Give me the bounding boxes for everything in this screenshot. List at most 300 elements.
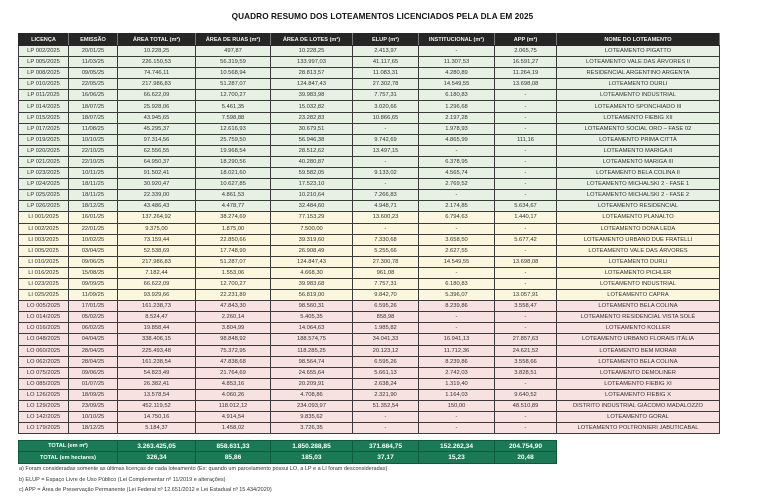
cell-total-area: 93.929,66: [118, 290, 196, 301]
cell-street-area: 4.478,77: [196, 201, 271, 212]
cell-institutional: 2.174,85: [419, 201, 495, 212]
cell-elup: -: [353, 223, 419, 234]
cell-institutional: 2.197,28: [419, 112, 495, 123]
cell-lot-area: 39.983,98: [271, 90, 353, 101]
cell-development-name: LOTEAMENTO MICHALSKI 2 - FASE 1: [557, 179, 720, 190]
cell-development-name: LOTEAMENTO FIEBIG XII: [557, 112, 720, 123]
cell-app: 13.698,08: [495, 79, 557, 90]
cell-institutional: -: [419, 323, 495, 334]
cell-institutional: 2.769,52: [419, 179, 495, 190]
cell-app: -: [495, 267, 557, 278]
cell-lot-area: 5.405,35: [271, 312, 353, 323]
cell-issue-date: 18/07/25: [69, 112, 118, 123]
cell-lot-area: 15.032,82: [271, 101, 353, 112]
table-row: [19, 68, 720, 79]
cell-total-area: 26.382,41: [118, 378, 196, 389]
cell-institutional: 1.164,03: [419, 389, 495, 400]
total-elup: 37,17: [353, 452, 419, 463]
cell-license: LP 026/2025: [19, 201, 69, 212]
cell-issue-date: 18/11/25: [69, 190, 118, 201]
total-total-area: 3.263.425,05: [118, 441, 196, 452]
cell-app: 13.698,08: [495, 256, 557, 267]
totals-table: [18, 440, 557, 464]
cell-institutional: 1.978,93: [419, 123, 495, 134]
cell-street-area: 22.231,89: [196, 290, 271, 301]
licenses-table: [18, 33, 720, 434]
table-row: [19, 90, 720, 101]
cell-development-name: LOTEAMENTO DEMOLINER: [557, 367, 720, 378]
cell-lot-area: 26.908,49: [271, 245, 353, 256]
cell-street-area: 1.553,06: [196, 267, 271, 278]
table-row: [19, 201, 720, 212]
cell-street-area: 25.759,50: [196, 134, 271, 145]
cell-street-area: 1.875,00: [196, 223, 271, 234]
cell-elup: 7.330,68: [353, 234, 419, 245]
cell-elup: -: [353, 412, 419, 423]
cell-total-area: 43.486,43: [118, 201, 196, 212]
cell-license: LP 020/2025: [19, 145, 69, 156]
table-row: [19, 278, 720, 289]
cell-issue-date: 16/06/25: [69, 90, 118, 101]
cell-license: LP 008/2025: [19, 68, 69, 79]
total-institutional: 15,23: [419, 452, 495, 463]
cell-street-area: 12.700,27: [196, 90, 271, 101]
cell-total-area: 7.182,44: [118, 267, 196, 278]
total-institutional: 152.262,34: [419, 441, 495, 452]
cell-app: 3.828,51: [495, 367, 557, 378]
cell-elup: 9.133,02: [353, 168, 419, 179]
cell-development-name: LOTEAMENTO PIGATTO: [557, 46, 720, 57]
cell-development-name: LOTEAMENTO SOCIAL ORO – FASE 02: [557, 123, 720, 134]
cell-lot-area: 28.813,57: [271, 68, 353, 79]
cell-lot-area: 10.210,64: [271, 190, 353, 201]
cell-elup: 7.757,31: [353, 90, 419, 101]
cell-street-area: 51.287,07: [196, 256, 271, 267]
cell-development-name: LOTEAMENTO RESIDENCIAL VISTA SOLÉ: [557, 312, 720, 323]
cell-development-name: LOTEAMENTO GORAL: [557, 412, 720, 423]
cell-license: LO 005/2025: [19, 301, 69, 312]
cell-total-area: 74.746,11: [118, 68, 196, 79]
cell-issue-date: 16/01/25: [69, 212, 118, 223]
cell-issue-date: 10/02/25: [69, 234, 118, 245]
col-header-license: LICENÇA: [19, 34, 69, 46]
cell-elup: 27.300,78: [353, 256, 419, 267]
cell-app: -: [495, 123, 557, 134]
cell-issue-date: 11/03/25: [69, 57, 118, 68]
table-row: [19, 190, 720, 201]
cell-lot-area: 23.282,83: [271, 112, 353, 123]
cell-issue-date: 11/09/25: [69, 290, 118, 301]
cell-issue-date: 22/05/25: [69, 79, 118, 90]
cell-lot-area: 7.500,00: [271, 223, 353, 234]
cell-license: LI 001/2025: [19, 212, 69, 223]
cell-issue-date: 22/10/25: [69, 145, 118, 156]
cell-issue-date: 10/10/25: [69, 134, 118, 145]
cell-license: LO 048/2025: [19, 334, 69, 345]
table-row: [19, 57, 720, 68]
cell-issue-date: 28/04/25: [69, 356, 118, 367]
cell-app: 24.621,52: [495, 345, 557, 356]
table-row: [19, 168, 720, 179]
table-row: [19, 389, 720, 400]
cell-street-area: 10.627,85: [196, 179, 271, 190]
cell-street-area: 75.372,95: [196, 345, 271, 356]
cell-development-name: LOTEAMENTO DURLI: [557, 79, 720, 90]
footnotes: [19, 464, 387, 496]
cell-app: -: [495, 168, 557, 179]
cell-elup: 9.742,69: [353, 134, 419, 145]
cell-institutional: -: [419, 312, 495, 323]
cell-institutional: 1.296,68: [419, 101, 495, 112]
cell-development-name: LOTEAMENTO VALE DAS ÁRVORES II: [557, 57, 720, 68]
cell-elup: 7.266,83: [353, 190, 419, 201]
cell-development-name: LOTEAMENTO VALE DAS ÁRVORES: [557, 245, 720, 256]
cell-lot-area: 24.655,64: [271, 367, 353, 378]
cell-app: -: [495, 312, 557, 323]
cell-app: -: [495, 423, 557, 434]
cell-elup: 5.661,13: [353, 367, 419, 378]
cell-license: LI 010/2025: [19, 256, 69, 267]
cell-license: LI 005/2025: [19, 245, 69, 256]
cell-app: -: [495, 179, 557, 190]
cell-development-name: LOTEAMENTO URBANO DUE FRATELLI: [557, 234, 720, 245]
cell-lot-area: 39.983,68: [271, 278, 353, 289]
cell-total-area: 226.150,53: [118, 57, 196, 68]
cell-license: LI 003/2025: [19, 234, 69, 245]
cell-street-area: 5.461,35: [196, 101, 271, 112]
table-row: [19, 112, 720, 123]
cell-elup: 3.020,66: [353, 101, 419, 112]
cell-license: LP 002/2025: [19, 46, 69, 57]
cell-total-area: 9.375,00: [118, 223, 196, 234]
cell-elup: 6.595,26: [353, 301, 419, 312]
cell-total-area: 13.578,54: [118, 389, 196, 400]
cell-license: LI 023/2025: [19, 278, 69, 289]
cell-issue-date: 18/09/25: [69, 389, 118, 400]
cell-institutional: 11.712,36: [419, 345, 495, 356]
cell-street-area: 38.274,69: [196, 212, 271, 223]
cell-lot-area: 4.708,86: [271, 389, 353, 400]
cell-app: -: [495, 223, 557, 234]
cell-institutional: -: [419, 190, 495, 201]
footnote-c: c) APP = Área de Preservação Permanente (Lei Federal nº 12.651/2012 e Lei Estadual nº 15.434/2020): [19, 487, 272, 494]
cell-total-area: 66.622,09: [118, 90, 196, 101]
total-lot-area: 185,03: [271, 452, 353, 463]
cell-street-area: 1.458,02: [196, 423, 271, 434]
cell-app: -: [495, 101, 557, 112]
cell-app: 3.558,47: [495, 301, 557, 312]
table-row: [19, 145, 720, 156]
cell-issue-date: 22/01/25: [69, 223, 118, 234]
cell-elup: 9.842,70: [353, 290, 419, 301]
cell-elup: -: [353, 156, 419, 167]
table-row: [19, 323, 720, 334]
cell-development-name: LOTEAMENTO MARIGA II: [557, 145, 720, 156]
cell-app: 1.440,17: [495, 212, 557, 223]
cell-lot-area: 39.319,60: [271, 234, 353, 245]
cell-institutional: -: [419, 145, 495, 156]
cell-institutional: -: [419, 423, 495, 434]
cell-street-area: 4.060,26: [196, 389, 271, 400]
cell-license: LP 014/2025: [19, 101, 69, 112]
cell-issue-date: 09/09/25: [69, 278, 118, 289]
cell-issue-date: 18/12/25: [69, 201, 118, 212]
cell-lot-area: 17.523,10: [271, 179, 353, 190]
cell-elup: 2.413,97: [353, 46, 419, 57]
cell-street-area: 2.260,14: [196, 312, 271, 323]
cell-street-area: 118.012,12: [196, 401, 271, 412]
cell-development-name: LOTEAMENTO KOLLER: [557, 323, 720, 334]
total-app: 204.754,90: [495, 441, 557, 452]
col-header-app: APP (m²): [495, 34, 557, 46]
col-header-issue-date: EMISSÃO: [69, 34, 118, 46]
cell-lot-area: 9.835,62: [271, 412, 353, 423]
table-row: [19, 267, 720, 278]
table-row: [19, 179, 720, 190]
cell-license: LP 011/2025: [19, 90, 69, 101]
cell-development-name: LOTEAMENTO BELA COLINA II: [557, 168, 720, 179]
cell-license: LP 021/2025: [19, 156, 69, 167]
cell-development-name: LOTEAMENTO PRIMA CITTÀ: [557, 134, 720, 145]
cell-license: LO 062/2025: [19, 356, 69, 367]
cell-street-area: 18.290,56: [196, 156, 271, 167]
cell-issue-date: 10/10/25: [69, 412, 118, 423]
cell-license: LO 016/2025: [19, 323, 69, 334]
cell-license: LO 126/2025: [19, 389, 69, 400]
cell-total-area: 217.986,83: [118, 256, 196, 267]
cell-development-name: LOTEAMENTO URBANO FLORAIS ITÁLIA: [557, 334, 720, 345]
cell-institutional: 16.941,13: [419, 334, 495, 345]
cell-app: 16.591,27: [495, 57, 557, 68]
cell-institutional: 4.280,89: [419, 68, 495, 79]
cell-license: LP 017/2025: [19, 123, 69, 134]
cell-app: -: [495, 378, 557, 389]
table-row: [19, 334, 720, 345]
cell-institutional: 14.549,55: [419, 79, 495, 90]
cell-development-name: LOTEAMENTO FIEBIG XI: [557, 378, 720, 389]
totals-row: [19, 452, 557, 463]
cell-total-area: 22.339,00: [118, 190, 196, 201]
cell-issue-date: 03/04/25: [69, 245, 118, 256]
cell-elup: 5.255,66: [353, 245, 419, 256]
cell-total-area: 73.159,44: [118, 234, 196, 245]
cell-app: -: [495, 323, 557, 334]
cell-total-area: 62.556,55: [118, 145, 196, 156]
page-title: QUADRO RESUMO DOS LOTEAMENTOS LICENCIADOS PELA DLA EM 2025: [231, 12, 534, 21]
cell-elup: 961,08: [353, 267, 419, 278]
table-row: [19, 301, 720, 312]
cell-total-area: 14.750,16: [118, 412, 196, 423]
cell-institutional: 8.239,86: [419, 356, 495, 367]
cell-development-name: LOTEAMENTO DONA LEDA: [557, 223, 720, 234]
cell-app: -: [495, 156, 557, 167]
cell-lot-area: 4.668,30: [271, 267, 353, 278]
cell-street-area: 22.850,66: [196, 234, 271, 245]
cell-issue-date: 18/07/25: [69, 101, 118, 112]
cell-issue-date: 09/06/25: [69, 256, 118, 267]
table-row: [19, 245, 720, 256]
cell-elup: 13.600,23: [353, 212, 419, 223]
col-header-lot-area: ÁREA DE LOTES (m²): [271, 34, 353, 46]
cell-license: LP 023/2025: [19, 168, 69, 179]
total-app: 20,48: [495, 452, 557, 463]
cell-street-area: 12.700,27: [196, 278, 271, 289]
total-total-area: 326,34: [118, 452, 196, 463]
cell-elup: 10.866,65: [353, 112, 419, 123]
cell-app: -: [495, 90, 557, 101]
table-row: [19, 101, 720, 112]
totals-row: [19, 441, 557, 452]
cell-street-area: 497,87: [196, 46, 271, 57]
col-header-development-name: NOME DO LOTEAMENTO: [557, 34, 720, 46]
cell-institutional: 2.627,55: [419, 245, 495, 256]
cell-app: 3.558,66: [495, 356, 557, 367]
cell-institutional: 6.378,95: [419, 156, 495, 167]
totals-body: [19, 441, 557, 464]
cell-development-name: LOTEAMENTO MICHALSKI 2 - FASE 2: [557, 190, 720, 201]
cell-license: LO 085/2025: [19, 378, 69, 389]
cell-issue-date: 06/02/25: [69, 323, 118, 334]
col-header-total-area: ÁREA TOTAL (m²): [118, 34, 196, 46]
table-row: [19, 46, 720, 57]
cell-lot-area: 3.726,35: [271, 423, 353, 434]
cell-elup: 13.497,15: [353, 145, 419, 156]
cell-license: LP 019/2025: [19, 134, 69, 145]
cell-elup: 41.117,65: [353, 57, 419, 68]
cell-institutional: 5.396,07: [419, 290, 495, 301]
cell-lot-area: 10.228,25: [271, 46, 353, 57]
table-row: [19, 156, 720, 167]
cell-total-area: 25.928,06: [118, 101, 196, 112]
cell-development-name: LOTEAMENTO INDUSTRIAL: [557, 278, 720, 289]
totals-label: TOTAL (em hectares): [19, 452, 118, 463]
cell-license: LP 015/2025: [19, 112, 69, 123]
cell-license: LI 025/2025: [19, 290, 69, 301]
cell-issue-date: 23/09/25: [69, 401, 118, 412]
table-row: [19, 212, 720, 223]
cell-street-area: 47.843,30: [196, 301, 271, 312]
cell-issue-date: 17/01/25: [69, 301, 118, 312]
cell-app: 111,16: [495, 134, 557, 145]
cell-license: LP 005/2025: [19, 57, 69, 68]
table-row: [19, 423, 720, 434]
cell-institutional: 6.180,83: [419, 90, 495, 101]
table-body: [19, 46, 720, 434]
col-header-institutional: INSTITUCIONAL (m²): [419, 34, 495, 46]
cell-license: LO 075/2025: [19, 367, 69, 378]
cell-total-area: 19.858,44: [118, 323, 196, 334]
cell-street-area: 18.021,60: [196, 168, 271, 179]
cell-issue-date: 11/08/25: [69, 123, 118, 134]
cell-institutional: 8.239,86: [419, 301, 495, 312]
cell-development-name: LOTEAMENTO MARIGA III: [557, 156, 720, 167]
cell-development-name: LOTEAMENTO DURLI: [557, 256, 720, 267]
table-row: [19, 223, 720, 234]
cell-elup: 1.985,82: [353, 323, 419, 334]
cell-development-name: LOTEAMENTO BELA COLINA: [557, 301, 720, 312]
cell-total-area: 10.228,25: [118, 46, 196, 57]
cell-elup: -: [353, 123, 419, 134]
cell-institutional: 150,00: [419, 401, 495, 412]
cell-institutional: 14.549,55: [419, 256, 495, 267]
cell-elup: 11.083,31: [353, 68, 419, 79]
cell-development-name: LOTEAMENTO CAPRA: [557, 290, 720, 301]
cell-issue-date: 18/12/25: [69, 423, 118, 434]
cell-app: -: [495, 278, 557, 289]
cell-lot-area: 32.484,60: [271, 201, 353, 212]
cell-total-area: 97.314,56: [118, 134, 196, 145]
table-row: [19, 79, 720, 90]
cell-lot-area: 56.819,00: [271, 290, 353, 301]
cell-app: -: [495, 145, 557, 156]
table-row: [19, 345, 720, 356]
cell-app: 27.857,63: [495, 334, 557, 345]
cell-total-area: 66.622,09: [118, 278, 196, 289]
cell-total-area: 137.264,92: [118, 212, 196, 223]
cell-total-area: 30.920,47: [118, 179, 196, 190]
cell-development-name: LOTEAMENTO BELA COLINA: [557, 356, 720, 367]
cell-development-name: LOTEAMENTO BEM MORAR: [557, 345, 720, 356]
cell-total-area: 452.119,52: [118, 401, 196, 412]
table-row: [19, 134, 720, 145]
cell-elup: 27.302,78: [353, 79, 419, 90]
cell-total-area: 52.538,69: [118, 245, 196, 256]
cell-elup: 20.123,12: [353, 345, 419, 356]
cell-app: -: [495, 112, 557, 123]
cell-lot-area: 124.847,43: [271, 79, 353, 90]
cell-lot-area: 133.997,03: [271, 57, 353, 68]
cell-institutional: -: [419, 267, 495, 278]
cell-lot-area: 234.093,97: [271, 401, 353, 412]
cell-development-name: LOTEAMENTO POLTRONIERI JABUTICABAL: [557, 423, 720, 434]
cell-elup: 2.638,24: [353, 378, 419, 389]
cell-institutional: 4.865,99: [419, 134, 495, 145]
table-row: [19, 234, 720, 245]
cell-issue-date: 01/07/25: [69, 378, 118, 389]
footnote-a: a) Foram consideradas somente as últimas licenças de cada loteamento (Ex: quando um parcelamento possui LO, a LP e a LI foram desconsideradas): [19, 466, 388, 472]
cell-street-area: 56.319,59: [196, 57, 271, 68]
cell-street-area: 47.838,68: [196, 356, 271, 367]
cell-license: LO 129/2025: [19, 401, 69, 412]
cell-issue-date: 22/10/25: [69, 156, 118, 167]
cell-app: 2.065,75: [495, 46, 557, 57]
cell-street-area: 7.598,88: [196, 112, 271, 123]
cell-elup: 51.352,54: [353, 401, 419, 412]
cell-issue-date: 04/04/25: [69, 334, 118, 345]
cell-total-area: 45.295,37: [118, 123, 196, 134]
cell-lot-area: 188.574,75: [271, 334, 353, 345]
table-row: [19, 312, 720, 323]
cell-institutional: 6.180,83: [419, 278, 495, 289]
cell-elup: 34.041,33: [353, 334, 419, 345]
cell-app: 5.634,67: [495, 201, 557, 212]
table-row: [19, 412, 720, 423]
cell-lot-area: 40.280,87: [271, 156, 353, 167]
cell-institutional: -: [419, 46, 495, 57]
cell-app: -: [495, 190, 557, 201]
table-row: [19, 256, 720, 267]
cell-elup: 7.757,31: [353, 278, 419, 289]
cell-lot-area: 98.560,31: [271, 301, 353, 312]
cell-total-area: 161.238,73: [118, 301, 196, 312]
cell-street-area: 98.848,92: [196, 334, 271, 345]
footnote-b: b) ELUP = Espaço Livre de Uso Público (Lei Complementar nº 11/2019 e alterações): [19, 476, 226, 483]
cell-lot-area: 28.512,62: [271, 145, 353, 156]
table-row: [19, 378, 720, 389]
cell-institutional: 3.658,50: [419, 234, 495, 245]
table-header-row: [19, 34, 720, 46]
cell-license: LO 142/2025: [19, 412, 69, 423]
